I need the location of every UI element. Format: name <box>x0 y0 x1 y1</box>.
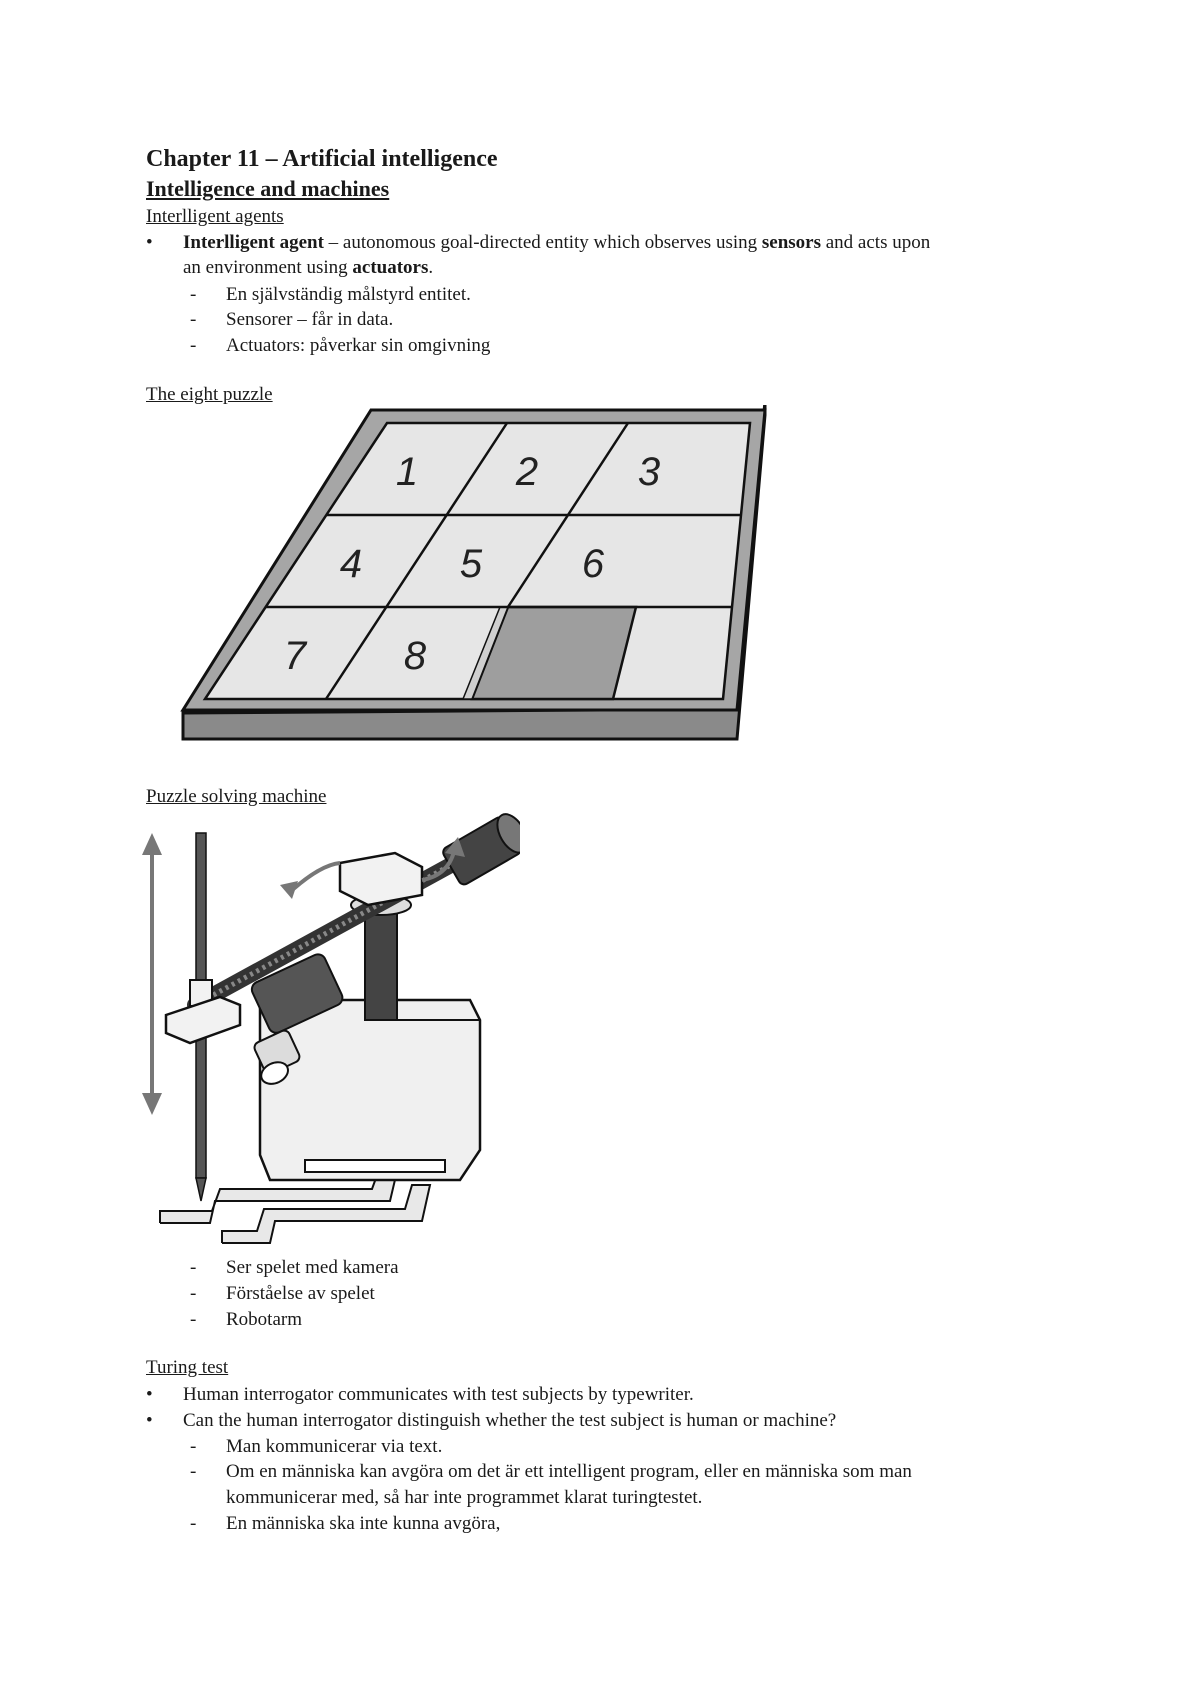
tile-8: 8 <box>403 634 427 678</box>
tile-5: 5 <box>459 542 483 586</box>
tile-4: 4 <box>339 542 363 586</box>
actuators-term: actuators <box>352 257 429 278</box>
bullet-dot: • <box>146 1410 153 1431</box>
tile-7: 7 <box>283 634 307 678</box>
puzzle-heading: The eight puzzle <box>146 384 273 405</box>
eight-puzzle-illustration <box>175 405 775 745</box>
section-title: Intelligence and machines <box>146 176 390 201</box>
tile-6: 6 <box>581 542 605 586</box>
agents-heading: Interlligent agents <box>146 206 284 227</box>
tile-2: 2 <box>515 450 539 494</box>
tile-1: 1 <box>395 450 419 494</box>
agent-term: Interlligent agent <box>183 232 324 253</box>
turing-heading: Turing test <box>146 1357 229 1378</box>
agent-definition: Interlligent agent – autonomous goal-directed entity which observes using sensors and acts upon an environment using actuators. <box>183 232 931 278</box>
bullet-dot: • <box>146 232 153 253</box>
bullet-dot: • <box>146 1384 153 1405</box>
sensors-term: sensors <box>761 232 821 253</box>
puzzle-solving-machine-illustration <box>140 805 520 1245</box>
document-page: Chapter 11 – Artificial intelligence Intelligence and machines Interlligent agents • Interlligent agent – autonomous goal-directed entity which observes using sensors and acts upon an environment using actuators. - En självständig målstyrd entitet. - Sensorer – får in data. - Actuators: påverkar sin omgivning The eight puzzle 1 2 3 4 5 6 7 8 Puzzle solving machine - Ser spelet med kamera - Förståelse av spelet - Robotarm Turing test • Human interrogator communicates with test subjects by typewriter. • Can the human interrogator distinguish whether the test subject is human or machine? - Man kommunicerar via text. - Om en människa kan avgöra om det är ett intelligent program, eller en människa som man kommunicerar med, så har inte programmet klarat turingtestet. - En människa ska inte kunna avgöra, <box>0 0 1200 1696</box>
tile-3: 3 <box>637 450 661 494</box>
chapter-title: Chapter 11 – Artificial intelligence <box>146 146 498 172</box>
machine-heading: Puzzle solving machine <box>146 786 327 807</box>
